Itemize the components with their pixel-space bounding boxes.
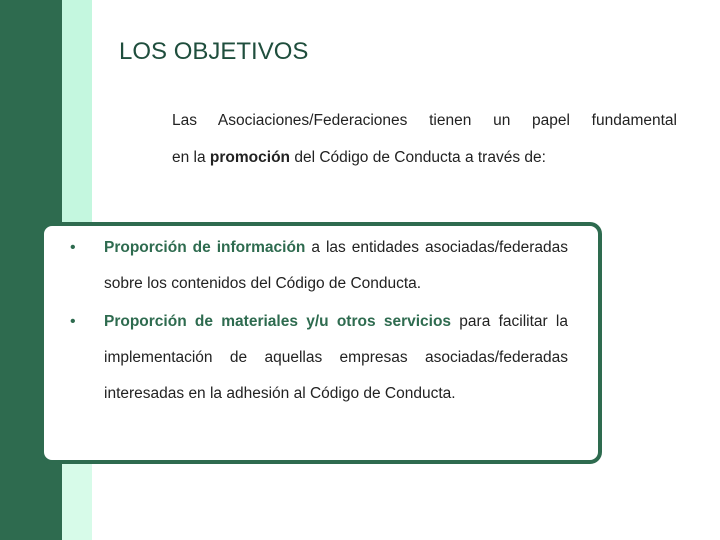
bullet-text-2 — [104, 304, 568, 412]
bullet-rest-1: a las entidades asociadas/federadas sobre los contenidos del Código de Conducta. — [104, 239, 568, 292]
slide-title: LOS OBJETIVOS — [119, 38, 309, 65]
bullet-rest-2: para facilitar la implementación de aquellas empresas asociadas/federadas interesadas en la adhesión al Código de Conducta. — [104, 313, 568, 402]
intro-bold-word: promoción — [209, 149, 291, 166]
intro-line-1: Las Asociaciones/Federaciones tienen un papel fundamental — [172, 112, 677, 129]
bullet-highlight-1: Proporción de información — [104, 239, 306, 256]
intro-line-2 — [172, 149, 546, 166]
bullet-list — [70, 230, 568, 412]
intro-paragraph — [172, 102, 677, 176]
bullet-item-1 — [70, 230, 568, 302]
bullet-text-1 — [104, 230, 568, 302]
bullet-item-2 — [70, 304, 568, 412]
bullet-highlight-2: Proporción de materiales y/u otros servicios — [104, 313, 452, 330]
intro-line-2-start: en la — [172, 149, 210, 166]
intro-line-2-end: del Código de Conducta a través de: — [290, 149, 546, 166]
left-mint-bar-bottom — [62, 460, 92, 540]
bullet-marker: • — [70, 239, 76, 256]
bullet-marker: • — [70, 313, 76, 330]
